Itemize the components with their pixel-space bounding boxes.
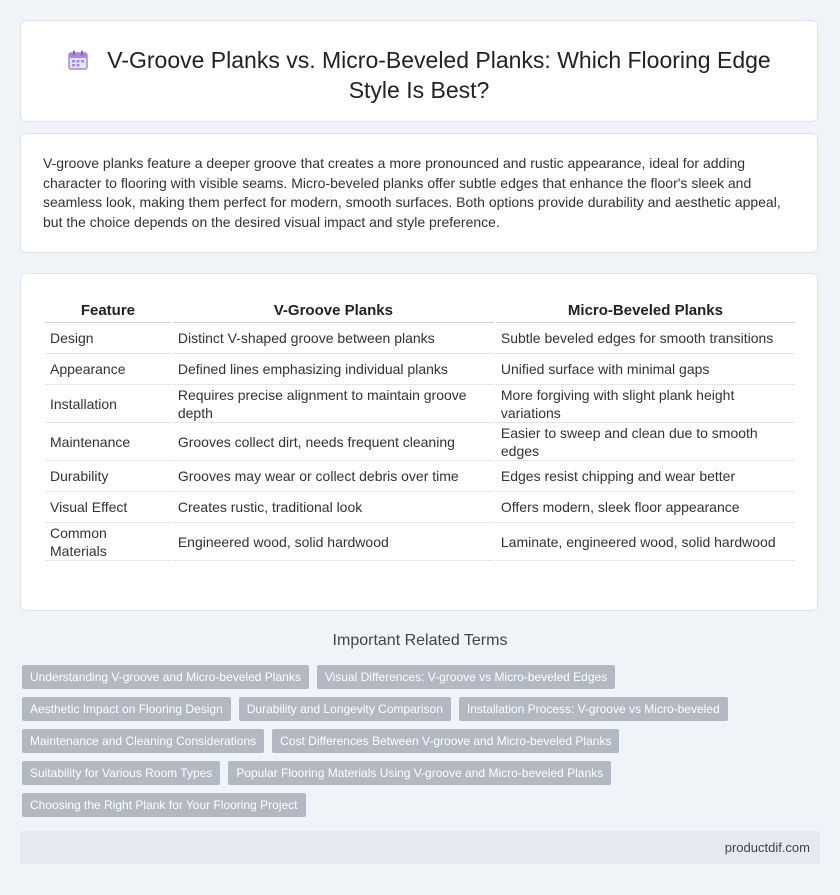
header-feature: Feature <box>45 296 171 323</box>
v-groove-cell: Grooves collect dirt, needs frequent cleaning <box>173 423 494 461</box>
v-groove-cell: Grooves may wear or collect debris over time <box>173 461 494 492</box>
v-groove-cell: Creates rustic, traditional look <box>173 492 494 523</box>
related-terms-list <box>22 665 812 825</box>
table-row <box>45 423 795 461</box>
feature-cell: Installation <box>45 385 171 423</box>
v-groove-cell: Defined lines emphasizing individual planks <box>173 354 494 385</box>
micro-beveled-cell: More forgiving with slight plank height variations <box>496 385 795 423</box>
footer-site-link[interactable]: productdif.com <box>724 840 810 855</box>
related-term-tag[interactable]: Visual Differences: V-groove vs Micro-beveled Edges <box>317 665 615 689</box>
v-groove-cell: Requires precise alignment to maintain groove depth <box>173 385 494 423</box>
feature-cell: Maintenance <box>45 423 171 461</box>
related-term-tag[interactable]: Understanding V-groove and Micro-beveled Planks <box>22 665 309 689</box>
feature-cell: Common Materials <box>45 523 171 561</box>
related-term-tag[interactable]: Choosing the Right Plank for Your Flooring Project <box>22 793 306 817</box>
comparison-card <box>20 273 818 611</box>
micro-beveled-cell: Laminate, engineered wood, solid hardwood <box>496 523 795 561</box>
related-term-tag[interactable]: Suitability for Various Room Types <box>22 761 220 785</box>
intro-card <box>20 133 818 253</box>
table-row <box>45 461 795 492</box>
related-term-tag[interactable]: Cost Differences Between V-groove and Micro-beveled Planks <box>272 729 619 753</box>
feature-cell: Durability <box>45 461 171 492</box>
footer <box>20 831 820 864</box>
related-term-tag[interactable]: Installation Process: V-groove vs Micro-beveled <box>459 697 728 721</box>
micro-beveled-cell: Easier to sweep and clean due to smooth edges <box>496 423 795 461</box>
title-line-2: Style Is Best? <box>348 77 490 103</box>
header-micro-beveled: Micro-Beveled Planks <box>496 296 795 323</box>
title-card <box>20 20 818 122</box>
v-groove-cell: Engineered wood, solid hardwood <box>173 523 494 561</box>
related-term-tag[interactable]: Durability and Longevity Comparison <box>239 697 451 721</box>
related-term-tag[interactable]: Maintenance and Cleaning Considerations <box>22 729 264 753</box>
header-v-groove: V-Groove Planks <box>173 296 494 323</box>
feature-cell: Visual Effect <box>45 492 171 523</box>
table-row <box>45 523 795 561</box>
feature-cell: Appearance <box>45 354 171 385</box>
micro-beveled-cell: Unified surface with minimal gaps <box>496 354 795 385</box>
page-title <box>21 45 817 105</box>
related-term-tag[interactable]: Aesthetic Impact on Flooring Design <box>22 697 231 721</box>
feature-cell: Design <box>45 323 171 354</box>
related-term-tag[interactable]: Popular Flooring Materials Using V-groove and Micro-beveled Planks <box>228 761 611 785</box>
comparison-table <box>43 296 797 561</box>
calendar-icon <box>67 49 89 71</box>
table-row <box>45 354 795 385</box>
micro-beveled-cell: Subtle beveled edges for smooth transitions <box>496 323 795 354</box>
micro-beveled-cell: Offers modern, sleek floor appearance <box>496 492 795 523</box>
micro-beveled-cell: Edges resist chipping and wear better <box>496 461 795 492</box>
title-line-1: V-Groove Planks vs. Micro-Beveled Planks: Which Flooring Edge <box>107 47 771 73</box>
related-terms-title: Important Related Terms <box>332 632 508 649</box>
table-row <box>45 492 795 523</box>
table-row <box>45 323 795 354</box>
intro-paragraph: V-groove planks feature a deeper groove that creates a more pronounced and rustic appearance, ideal for adding character to flooring with visible seams. Micro-beveled planks offer subtle edges that enhance the floor's sleek and seamless look, making them perfect for modern, smooth surfaces. Both options provide durability and aesthetic appeal, but the choice depends on the desired visual impact and style preference. <box>43 155 781 230</box>
v-groove-cell: Distinct V-shaped groove between planks <box>173 323 494 354</box>
table-row <box>45 385 795 423</box>
table-header-row <box>45 296 795 323</box>
